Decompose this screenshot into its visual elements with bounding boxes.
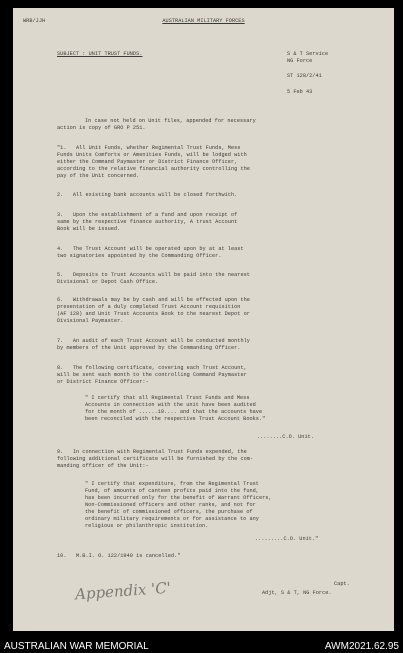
paragraph-10: 10. M.B.I. O. 122/1940 is cancelled."	[57, 553, 181, 559]
paragraph-line: presentation of a duly completed Trust Account requisition	[57, 304, 241, 310]
paragraph-line: same by the respective finance authority, A trust Account	[57, 219, 238, 225]
certificate-line: Accounts in connection with the unit have been audited	[85, 402, 256, 408]
certificate-line: been reconciled with the respective Trust Account Books."	[85, 416, 266, 422]
certificate-line: the benefit of commissioned officers, the purchase of	[85, 509, 253, 515]
paragraph-line: two signatories appointed by the Commanding Officer.	[57, 253, 222, 259]
unit-line-2: NG Force	[287, 58, 313, 64]
unit-line-1: S & T Service	[287, 51, 329, 57]
certificate-line: " I certify that expenditure, from the Regimental Trust	[85, 481, 259, 487]
paragraph-line: 5. Deposits to Trust Accounts will be paid into the nearest	[57, 272, 250, 278]
paragraph-line: following additional certificate will be furnished by the com-	[57, 456, 254, 462]
paragraph-line: either the Command Paymaster or District Finance Officer,	[57, 159, 238, 165]
paragraph-line: 4. The Trust Account will be operated upon by at at least	[57, 246, 244, 252]
co-unit-signoff-1: ........C.O. Unit.	[257, 434, 314, 440]
document-header: AUSTRALIAN MILITARY FORCES	[162, 18, 245, 24]
intro-line-1: In case not held on Unit files, appended for necessary	[85, 118, 256, 124]
certificate-line: ordinary military requirements or for assistance to any	[85, 516, 259, 522]
paragraph-line: Funds Units Comforts or Amenities Funds, will be lodged with	[57, 152, 247, 158]
paragraph-line: or District Finance Officer:-	[57, 379, 149, 385]
paragraph-line: by members of the Unit approved by the Commanding Officer.	[57, 345, 241, 351]
document-page	[13, 8, 394, 631]
signature-title: Adjt, S & T, NG Force.	[262, 590, 332, 596]
paragraph-line: according to the relative financial authority controlling the	[57, 166, 250, 172]
certificate-line: Fund, of amounts of canteen profits paid into the fund,	[85, 488, 259, 494]
paragraph-line: (AF 128) and Unit Trust Accounts Book to the nearest Depot or	[57, 311, 250, 317]
certificate-line: for the month of ......19.... and that the accounts have	[85, 409, 263, 415]
paragraph-line: 8. The following certificate, covering each Trust Account,	[57, 365, 247, 371]
archive-footer	[0, 631, 403, 653]
paragraph-line: manding officer of the Unit:-	[57, 463, 149, 469]
subject-line: SUBJECT : UNIT TRUST FUNDS.	[57, 51, 143, 57]
ref-initials: WRB/JJH	[23, 18, 46, 24]
certificate-line: religious or philanthropic institution.	[85, 523, 209, 529]
paragraph-line: Divisional or Depot Cash Office.	[57, 279, 159, 285]
co-unit-signoff-2: .........C.O. Unit."	[255, 536, 319, 542]
paragraph-line: 3. Upon the establishment of a fund and upon receipt of	[57, 212, 238, 218]
certificate-line: " I certify that all Regimental Trust Funds and Mess	[85, 395, 250, 401]
archive-reference: AWM2021.62.95	[324, 641, 399, 652]
paragraph-line: pay of the Unit concerned.	[57, 173, 140, 179]
paragraph-line: Divisional Paymaster.	[57, 318, 124, 324]
certificate-line: Non-Commissioned officers and other ranks, and not for	[85, 502, 256, 508]
file-number: ST 128/2/41	[287, 73, 322, 79]
paragraph-line: "1. All Unit Funds, whether Regimental Trust Funds, Mess	[57, 145, 241, 151]
paragraph-line: 6. Withdrawals may be by cash and will be effected upon the	[57, 297, 250, 303]
paragraph-line: 9. In connection with Regimental Trust Funds expended, the	[57, 449, 247, 455]
signature-rank: Capt.	[334, 581, 350, 587]
archive-name: AUSTRALIAN WAR MEMORIAL	[4, 641, 149, 652]
handwritten-annotation: Appendix 'C'	[74, 578, 172, 604]
paragraph-line: 7. An audit of each Trust Account will be conducted monthly	[57, 338, 250, 344]
certificate-line: has been incurred only for the benefit of Warrant Officers,	[85, 495, 272, 501]
document-date: 5 Feb 43	[287, 89, 313, 95]
paragraph-line: Book will be issued.	[57, 226, 121, 232]
paragraph-line: will be sent each month to the controlling Command Paymaster	[57, 372, 247, 378]
paragraph-line: 2. All existing bank accounts will be closed forthwith.	[57, 192, 238, 198]
intro-line-2: action is copy of GRO P 251.	[57, 125, 146, 131]
